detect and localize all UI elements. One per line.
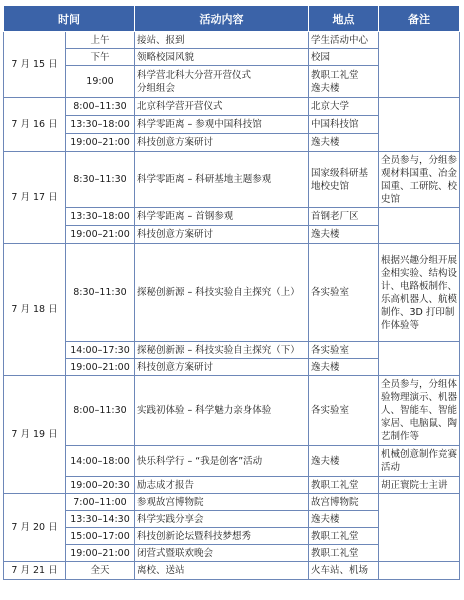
- activity-cell: 科学实践分享会: [135, 511, 309, 528]
- header-time: 时间: [4, 6, 135, 32]
- place-cell: 逸夫楼: [309, 134, 379, 152]
- header-row: [4, 6, 460, 32]
- time-cell: 19:00–20:30: [66, 477, 135, 494]
- time-cell: 8:00–11:30: [66, 98, 135, 116]
- place-line: 地校史馆: [311, 180, 350, 192]
- header-activity: 活动内容: [135, 6, 309, 32]
- activity-cell: 科学零距离 – 科研基地主题参观: [135, 152, 309, 208]
- activity-cell: 参观故宫博物院: [135, 494, 309, 511]
- time-cell: 14:00–17:30: [66, 342, 135, 359]
- place-cell: 火车站、机场: [309, 562, 379, 580]
- time-cell: 15:00–17:00: [66, 528, 135, 545]
- activity-cell: 科学零距离 – 首钢参观: [135, 208, 309, 226]
- note-cell: 胡正寰院士主讲: [379, 477, 460, 494]
- place-line: 逸夫楼: [311, 82, 340, 94]
- time-cell: 14:00–18:00: [66, 446, 135, 477]
- note-cell: [379, 98, 460, 152]
- place-cell: 逸夫楼: [309, 446, 379, 477]
- time-cell: 19:00–21:00: [66, 545, 135, 562]
- place-cell: 逸夫楼: [309, 511, 379, 528]
- time-cell: 13:30–14:30: [66, 511, 135, 528]
- time-cell: 8:30–11:30: [66, 152, 135, 208]
- place-cell: 北京大学: [309, 98, 379, 116]
- note-cell: [379, 342, 460, 376]
- time-cell: 19:00: [66, 66, 135, 98]
- place-cell: 逸夫楼: [309, 359, 379, 376]
- place-cell: 教职工礼堂: [309, 477, 379, 494]
- note-cell: 机械创意制作竞赛活动: [379, 446, 460, 477]
- activity-line: 分组组会: [137, 82, 176, 94]
- note-cell: 全员参与，分组参观材料国重、冶金国重、工研院、校史馆: [379, 152, 460, 208]
- note-cell: 全员参与，分组体验物理演示、机器人、智能车、智能家居、电脑鼠、陶艺制作等: [379, 376, 460, 446]
- table-row: [4, 32, 460, 49]
- note-cell: [379, 208, 460, 244]
- date-cell: 7 月 20 日: [4, 494, 66, 562]
- table-row: [4, 494, 460, 511]
- activity-cell: 科学零距离 – 参观中国科技馆: [135, 116, 309, 134]
- activity-cell: 科技创新论坛暨科技梦想秀: [135, 528, 309, 545]
- activity-cell: 北京科学营开营仪式: [135, 98, 309, 116]
- time-cell: 全天: [66, 562, 135, 580]
- place-cell: 逸夫楼: [309, 226, 379, 244]
- activity-cell: 闭营式暨联欢晚会: [135, 545, 309, 562]
- table-row: [4, 244, 460, 342]
- place-cell: [309, 152, 379, 208]
- table-row: [4, 152, 460, 208]
- activity-cell: 领略校园风貌: [135, 49, 309, 66]
- activity-cell: 探秘创新源 – 科技实验自主探究（上）: [135, 244, 309, 342]
- date-cell: 7 月 19 日: [4, 376, 66, 494]
- activity-cell: 探秘创新源 – 科技实验自主探究（下）: [135, 342, 309, 359]
- table-row: [4, 446, 460, 477]
- activity-line: 科学营北科大分营开营仪式: [137, 69, 252, 81]
- time-cell: 19:00–21:00: [66, 226, 135, 244]
- place-cell: 各实验室: [309, 342, 379, 359]
- table-row: [4, 477, 460, 494]
- table-row: [4, 376, 460, 446]
- note-cell: [379, 562, 460, 580]
- header-place: 地点: [309, 6, 379, 32]
- activity-cell: [135, 66, 309, 98]
- schedule-table: [3, 5, 460, 580]
- note-cell: 根据兴趣分组开展金相实验、结构设计、电路板制作、乐高机器人、航模制作、3D 打印制作体验等: [379, 244, 460, 342]
- place-cell: 首钢老厂区: [309, 208, 379, 226]
- place-cell: [309, 66, 379, 98]
- place-cell: 教职工礼堂: [309, 528, 379, 545]
- date-cell: 7 月 17 日: [4, 152, 66, 244]
- activity-cell: 实践初体验 – 科学魅力亲身体验: [135, 376, 309, 446]
- place-cell: 学生活动中心: [309, 32, 379, 49]
- table-row: [4, 98, 460, 116]
- place-cell: 教职工礼堂: [309, 545, 379, 562]
- table-row: [4, 342, 460, 359]
- place-cell: 校园: [309, 49, 379, 66]
- time-cell: 8:30–11:30: [66, 244, 135, 342]
- place-cell: 各实验室: [309, 376, 379, 446]
- activity-cell: 离校、送站: [135, 562, 309, 580]
- time-cell: 13:30–18:00: [66, 116, 135, 134]
- header-note: 备注: [379, 6, 460, 32]
- place-cell: 各实验室: [309, 244, 379, 342]
- time-cell: 8:00–11:30: [66, 376, 135, 446]
- time-cell: 7:00–11:00: [66, 494, 135, 511]
- table-row: [4, 208, 460, 226]
- activity-cell: 科技创意方案研讨: [135, 359, 309, 376]
- activity-cell: 接站、报到: [135, 32, 309, 49]
- place-cell: 中国科技馆: [309, 116, 379, 134]
- activity-cell: 励志成才报告: [135, 477, 309, 494]
- activity-cell: 科技创意方案研讨: [135, 134, 309, 152]
- activity-cell: 快乐科学行 – “我是创客”活动: [135, 446, 309, 477]
- place-line: 教职工礼堂: [311, 69, 359, 81]
- date-cell: 7 月 18 日: [4, 244, 66, 376]
- time-cell: 19:00–21:00: [66, 359, 135, 376]
- place-line: 国家级科研基: [311, 167, 369, 179]
- time-cell: 下午: [66, 49, 135, 66]
- table-row: [4, 562, 460, 580]
- place-cell: 故宫博物院: [309, 494, 379, 511]
- date-cell: 7 月 15 日: [4, 32, 66, 98]
- note-cell: [379, 32, 460, 98]
- time-cell: 上午: [66, 32, 135, 49]
- date-cell: 7 月 21 日: [4, 562, 66, 580]
- activity-cell: 科技创意方案研讨: [135, 226, 309, 244]
- date-cell: 7 月 16 日: [4, 98, 66, 152]
- time-cell: 13:30–18:00: [66, 208, 135, 226]
- note-cell: [379, 494, 460, 562]
- time-cell: 19:00–21:00: [66, 134, 135, 152]
